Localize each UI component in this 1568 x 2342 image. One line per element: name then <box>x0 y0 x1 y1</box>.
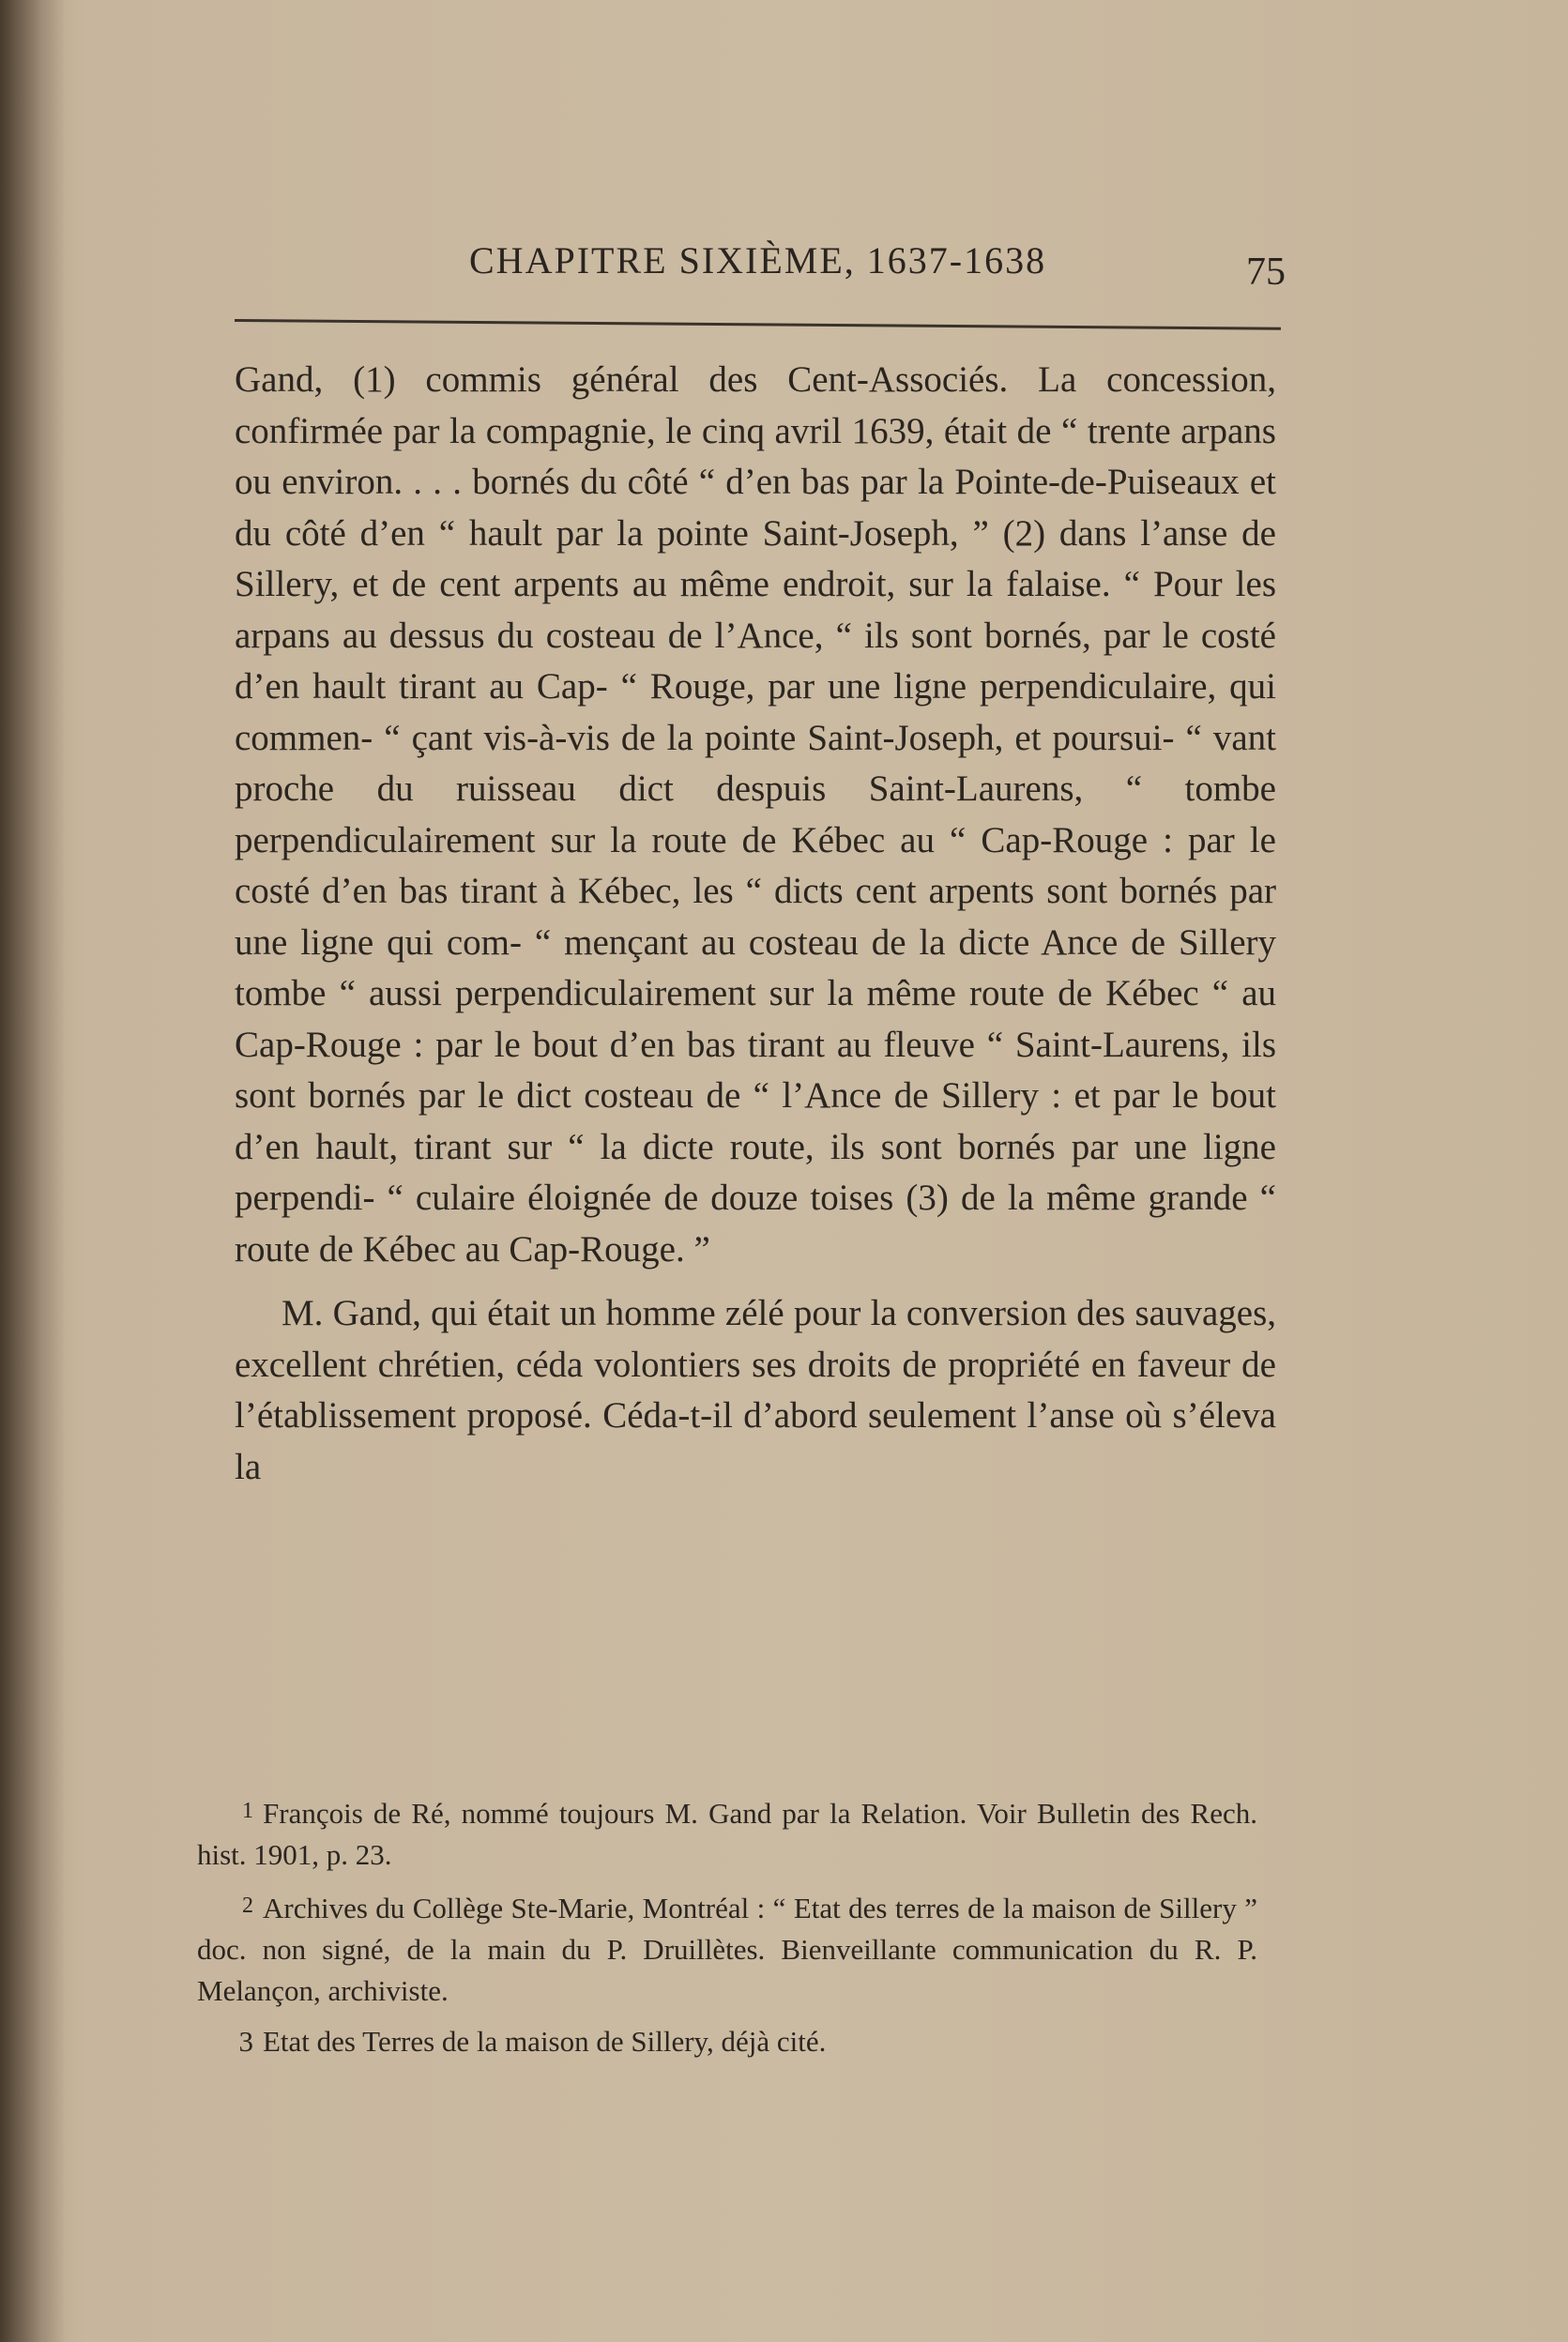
paragraph-1: Gand, (1) commis général des Cent-Associés. La concession, confirmée par la compagnie, le cinq avril 1639, était de “ trente arpans ou environ. . . . bornés du côté “ d’en bas par la Pointe-de-Puiseaux et du côté d’en “ hault par la pointe Saint-Joseph, ” (2) dans l’anse de Sillery, et de cent arpents au même endroit, sur la falaise. “ Pour les arpans au dessus du costeau de l’Ance, “ ils sont bornés, par le costé d’en hault tirant au Cap- “ Rouge, par une ligne perpendiculaire, qui commen- “ çant vis-à-vis de la pointe Saint-Joseph, et poursui- “ vant proche du ruisseau dict despuis Saint-Laurens, “ tombe perpendiculairement sur la route de Kébec au “ Cap-Rouge : par le costé d’en bas tirant à Kébec, les “ dicts cent arpents sont bornés par une ligne qui com- “ mençant au costeau de la dicte Ance de Sillery tombe “ aussi perpendiculairement sur la même route de Kébec “ au Cap-Rouge : par le bout d’en bas tirant au fleuve “ Saint-Laurens, ils sont bornés par le dict costeau de “ l’Ance de Sillery : et par le bout d’en hault, tirant sur “ la dicte route, ils sont bornés par une ligne perpendi- “ culaire éloignée de douze toises (3) de la même grande “ route de Kébec au Cap-Rouge. ” <box>235 359 1276 1270</box>
page-header <box>235 225 1286 294</box>
page-number: 75 <box>1246 251 1286 294</box>
page-gutter-shadow <box>0 0 66 2342</box>
footnote-text: Archives du Collège Ste-Marie, Montréal : “ Etat des terres de la maison de Sillery ” doc. non signé, de la main du P. Druillètes. Bienveillante communication du R. P. Melançon, archiviste. <box>197 1892 1257 2007</box>
footnote-2 <box>197 1885 1257 2012</box>
footnote-number: 3 <box>238 2025 253 2058</box>
footnote-text: François de Ré, nommé toujours M. Gand par la Relation. Voir Bulletin des Rech. hist. 1901, p. 23. <box>197 1797 1257 1871</box>
running-head: CHAPITRE SIXIÈME, 1637-1638 <box>469 239 1047 281</box>
main-text <box>235 355 1276 1493</box>
footnote-number: 2 <box>242 1893 253 1918</box>
footnote-text: Etat des Terres de la maison de Sillery, déjà cité. <box>263 2025 827 2058</box>
footnotes <box>197 1790 1257 2072</box>
footnote-1 <box>197 1790 1257 1876</box>
header-rule <box>235 319 1281 330</box>
footnote-3 <box>197 2021 1257 2062</box>
paragraph-2: M. Gand, qui était un homme zélé pour la conversion des sauvages, excellent chrétien, céda volontiers ses droits de propriété en faveur de l’établissement proposé. Céda-t-il d’abord seulement l’anse où s’éleva la <box>235 1293 1276 1487</box>
footnote-number: 1 <box>242 1799 253 1823</box>
